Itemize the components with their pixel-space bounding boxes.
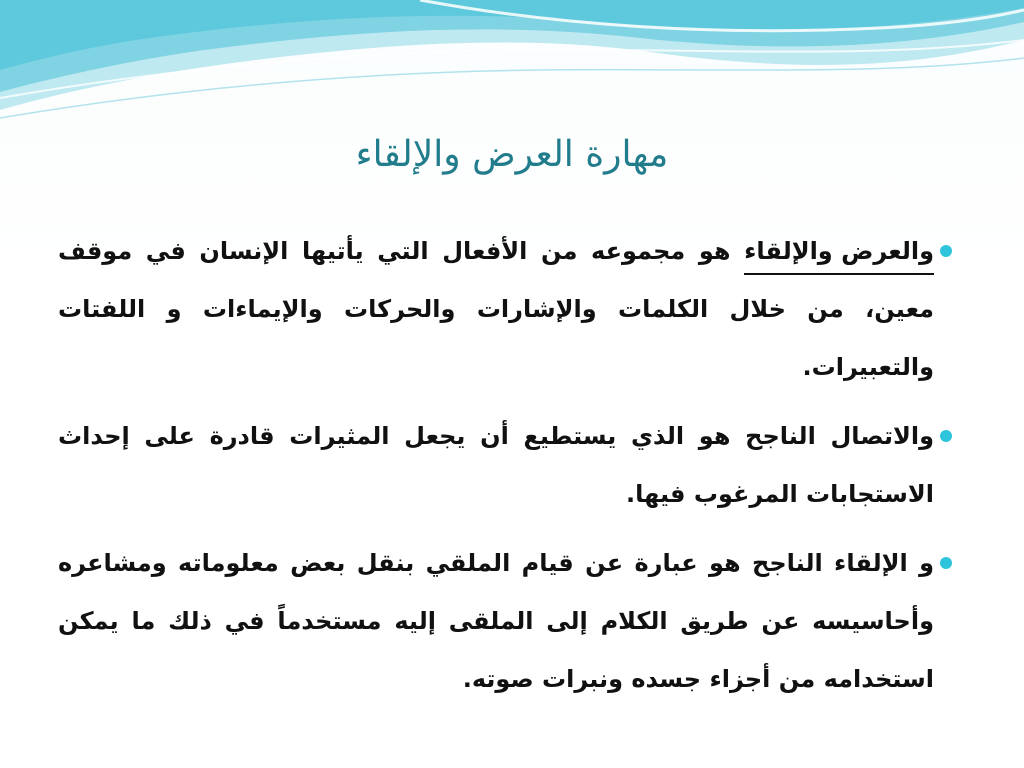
bullet-item-3: [58, 534, 934, 708]
bullet-marker-icon: [940, 557, 952, 569]
decorative-wave-header: [0, 0, 1024, 130]
bullet-item-2: [58, 407, 934, 523]
bullet-marker-icon: [940, 430, 952, 442]
bullet-marker-icon: [940, 245, 952, 257]
bullet-term: والعرض والإلقاء: [744, 231, 934, 275]
bullet-item-1: [58, 222, 934, 396]
bullet-text: والاتصال الناجح هو الذي يستطيع أن يجعل المثيرات قادرة على إحداث الاستجابات المرغوب فيها.: [58, 422, 934, 508]
bullet-list: [58, 222, 934, 719]
bullet-text: هو مجموعه من الأفعال التي يأتيها الإنسان في موقف معين، من خلال الكلمات والإشارات والحركات والإيماءات و اللفتات والتعبيرات.: [58, 237, 934, 381]
slide-title: مهارة العرض والإلقاء: [355, 134, 669, 175]
bullet-text: و الإلقاء الناجح هو عبارة عن قيام الملقي بنقل بعض معلوماته ومشاعره وأحاسيسه عن طريق الكلام إلى الملقى إليه مستخدماً في ذلك ما يمكن استخدامه من أجزاء جسده ونبرات صوته.: [58, 549, 934, 693]
